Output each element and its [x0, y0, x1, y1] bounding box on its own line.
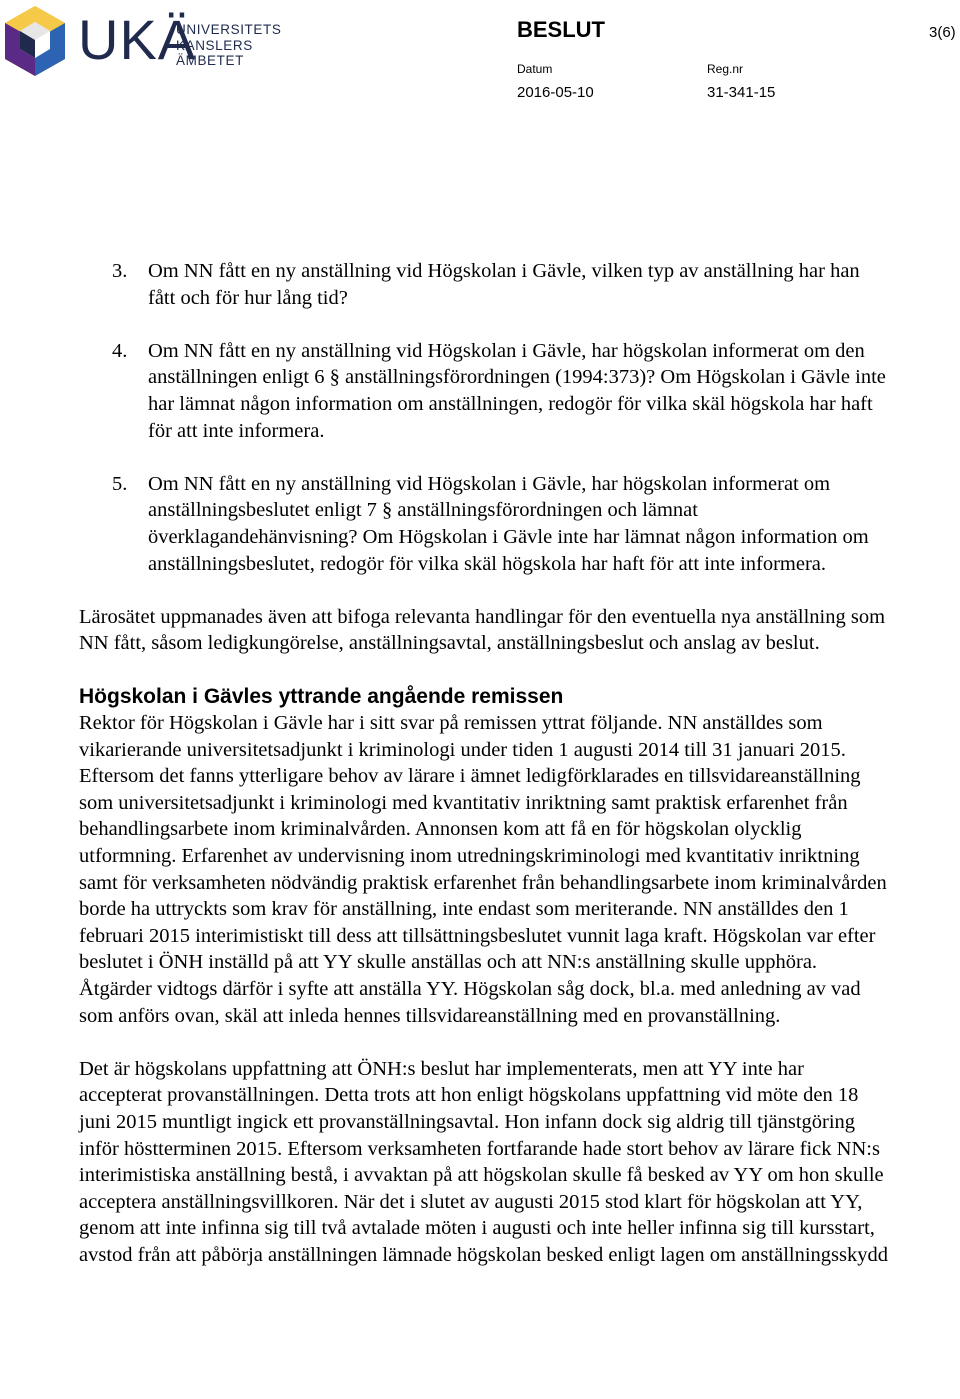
reg-label: Reg.nr: [707, 62, 744, 76]
section-heading: Högskolan i Gävles yttrande angående remissen: [79, 684, 564, 708]
page-number: 3(6): [929, 24, 956, 41]
date-value: 2016-05-10: [517, 84, 594, 101]
list-item: 5. Om NN fått en ny anställning vid Högskolan i Gävle, har högskolan informerat om anställningsbeslutet enligt 7 § anställningsförordningen och lämnat överklagandehänvisning? Om Högskolan i Gävle inte har lämnat någon information om anställningsbeslutet, redogör för vilka skäl högskola har haft för att inte informera.: [112, 472, 869, 575]
date-label: Datum: [517, 62, 553, 76]
document-body: [79, 258, 889, 1295]
document-type: BESLUT: [517, 17, 605, 42]
list-item: 3. Om NN fått en ny anställning vid Högskolan i Gävle, vilken typ av anställning har han fått och för hur lång tid?: [112, 260, 860, 309]
list-item: 4. Om NN fått en ny anställning vid Högskolan i Gävle, har högskolan informerat om den anställningen enligt 6 § anställningsförordningen (1994:373)? Om Högskolan i Gävle inte har lämnat någon information om anställningen, redogör för vilka skäl högskola har haft för att inte informera.: [112, 339, 886, 442]
paragraph: Det är högskolans uppfattning att ÖNH:s beslut har implementerats, men att YY inte har accepterat provanställningen. Detta trots att hon enligt högskolans uppfattning vid möte den 18 juni 2015 muntligt ingick ett provanställningsavtal. Hon infann dock sig aldrig till tjänstgöring inför höstterminen 2015. Eftersom verksamheten fortfarande hade stort behov av lärare fick NN:s interimistiska anställning bestå, i avvaktan på att högskolan skulle få besked av YY om hon skulle acceptera anställningsvillkoren. När det i slutet av augusti 2015 stod klart för högskolan att YY, genom att inte infinna sig till två avtalade möten i augusti och inte heller infinna sig till kursstart, avstod från att påbörja anställningen lämnade högskolan besked enligt lagen om anställningsskydd: [79, 1057, 888, 1266]
paragraph: Rektor för Högskolan i Gävle har i sitt svar på remissen yttrat följande. NN anställdes som vikarierande universitetsadjunkt i kriminologi under tiden 1 augusti 2014 till 31 januari 2015. Eftersom det fanns ytterligare behov av lärare i ämnet ledigförklarades en tillsvidareanställning som universitetsadjunkt i kriminologi med kvantitativ inriktning samt praktisk erfarenhet från behandlingsarbete inom kriminalvården. Annonsen kom att få en för högskolan olycklig utformning. Erfarenhet av undervisning inom utredningskriminologi med kvantitativ inriktning samt för verksamheten nödvändig praktisk erfarenhet från behandlingsarbete inom kriminalvården borde ha uttryckts som krav för anställning, inte endast som meriterande. NN anställdes den 1 februari 2015 interimistiskt till dess att tillsättningsbeslutet vunnit laga kraft. Högskolan var efter beslutet i ÖNH inställd på att YY skulle anställas och att NN:s anställning skulle upphöra. Åtgärder vidtogs därför i syfte att anställa YY. Högskolan såg dock, bl.a. med anledning av vad som anförs ovan, skäl att inleda hennes tillsvidareanställning med en provanställning.: [79, 712, 887, 1027]
logo-subtitle: UNIVERSITETS KANSLERS ÄMBETET: [176, 22, 282, 68]
uka-emblem-icon: [2, 4, 68, 78]
reg-value: 31-341-15: [707, 84, 776, 101]
uka-logo: [2, 4, 282, 78]
paragraph: Lärosätet uppmanades även att bifoga relevanta handlingar för den eventuella nya anställning som NN fått, såsom ledigkungörelse, anställningsavtal, anställningsbeslut och anslag av beslut.: [79, 605, 886, 655]
logo-wordmark: UKÄ: [78, 8, 197, 71]
